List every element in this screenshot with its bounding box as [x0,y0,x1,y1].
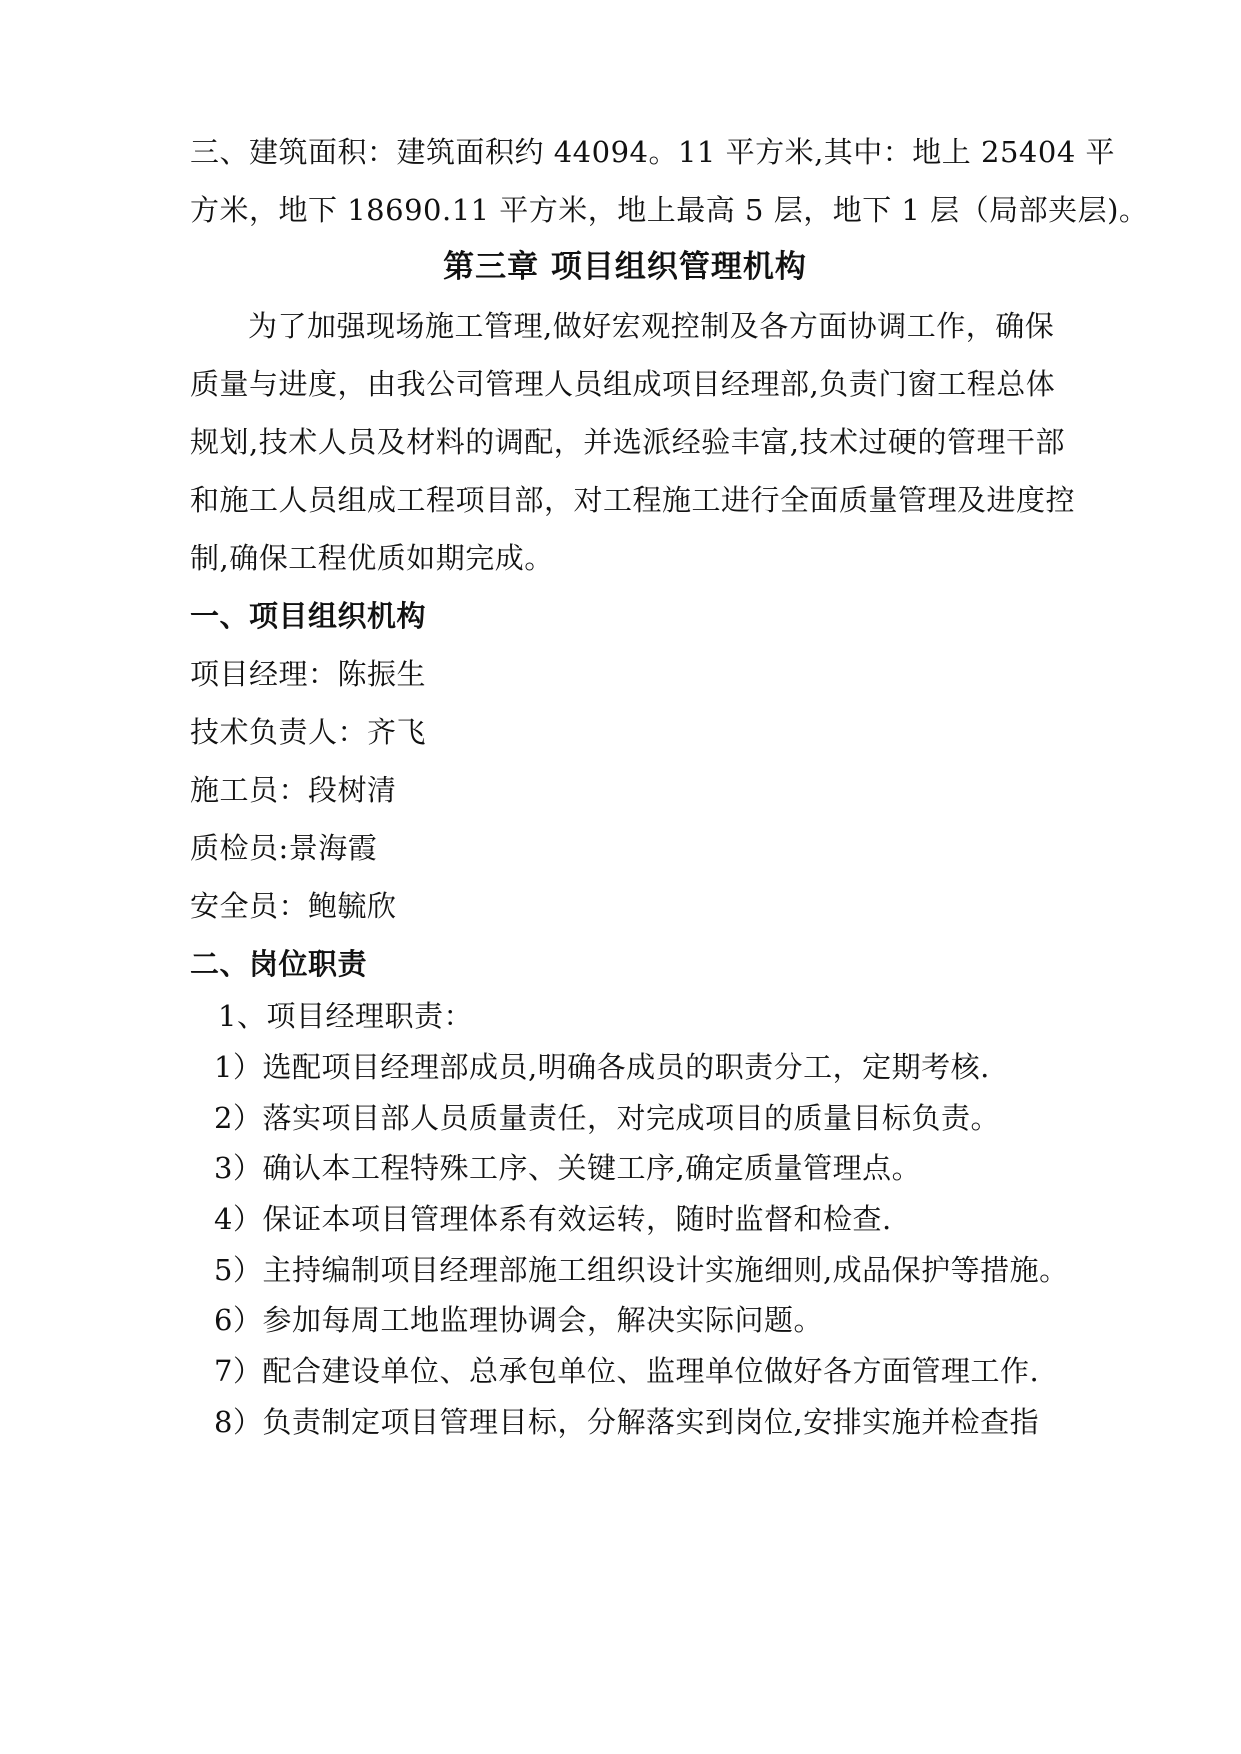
subheading-manager-duties: 1、项目经理职责： [218,999,473,1033]
duty-item: 2）落实项目部人员质量责任，对完成项目的质量目标负责。 [214,1101,1000,1135]
staff-project-manager: 项目经理：陈振生 [190,657,427,691]
duty-item: 6）参加每周工地监理协调会，解决实际问题。 [214,1303,823,1337]
chapter-title: 第三章 项目组织管理机构 [443,249,807,285]
duty-item: 4）保证本项目管理体系有效运转，随时监督和检查. [214,1202,892,1236]
duty-item: 7）配合建设单位、总承包单位、监理单位做好各方面管理工作. [214,1354,1040,1388]
duty-item: 1）选配项目经理部成员,明确各成员的职责分工，定期考核. [214,1050,990,1084]
section-heading-organization: 一、项目组织机构 [190,599,427,633]
duty-item: 8）负责制定项目管理目标，分解落实到岗位,安排实施并检查指 [214,1405,1040,1439]
intro-line-3: 规划,技术人员及材料的调配，并选派经验丰富,技术过硬的管理干部 [190,425,1065,459]
area-line-1: 三、建筑面积：建筑面积约 44094。11 平方米,其中：地上 25404 平 [190,135,1116,169]
intro-line-5: 制,确保工程优质如期完成。 [190,541,554,575]
duty-item: 5）主持编制项目经理部施工组织设计实施细则,成品保护等措施。 [214,1253,1069,1287]
staff-quality-inspector: 质检员:景海霞 [190,831,378,865]
section-heading-responsibilities: 二、岗位职责 [190,947,368,981]
intro-line-2: 质量与进度，由我公司管理人员组成项目经理部,负责门窗工程总体 [190,367,1056,401]
duty-item: 3）确认本工程特殊工序、关键工序,确定质量管理点。 [214,1151,922,1185]
staff-construction-officer: 施工员：段树清 [190,773,397,807]
area-line-2: 方米，地下 18690.11 平方米，地上最高 5 层，地下 1 层（局部夹层)。 [190,193,1149,227]
intro-line-4: 和施工人员组成工程项目部，对工程施工进行全面质量管理及进度控 [190,483,1076,517]
intro-line-1: 为了加强现场施工管理,做好宏观控制及各方面协调工作，确保 [248,309,1055,343]
staff-technical-lead: 技术负责人：齐飞 [190,715,427,749]
staff-safety-officer: 安全员：鲍毓欣 [190,889,397,923]
